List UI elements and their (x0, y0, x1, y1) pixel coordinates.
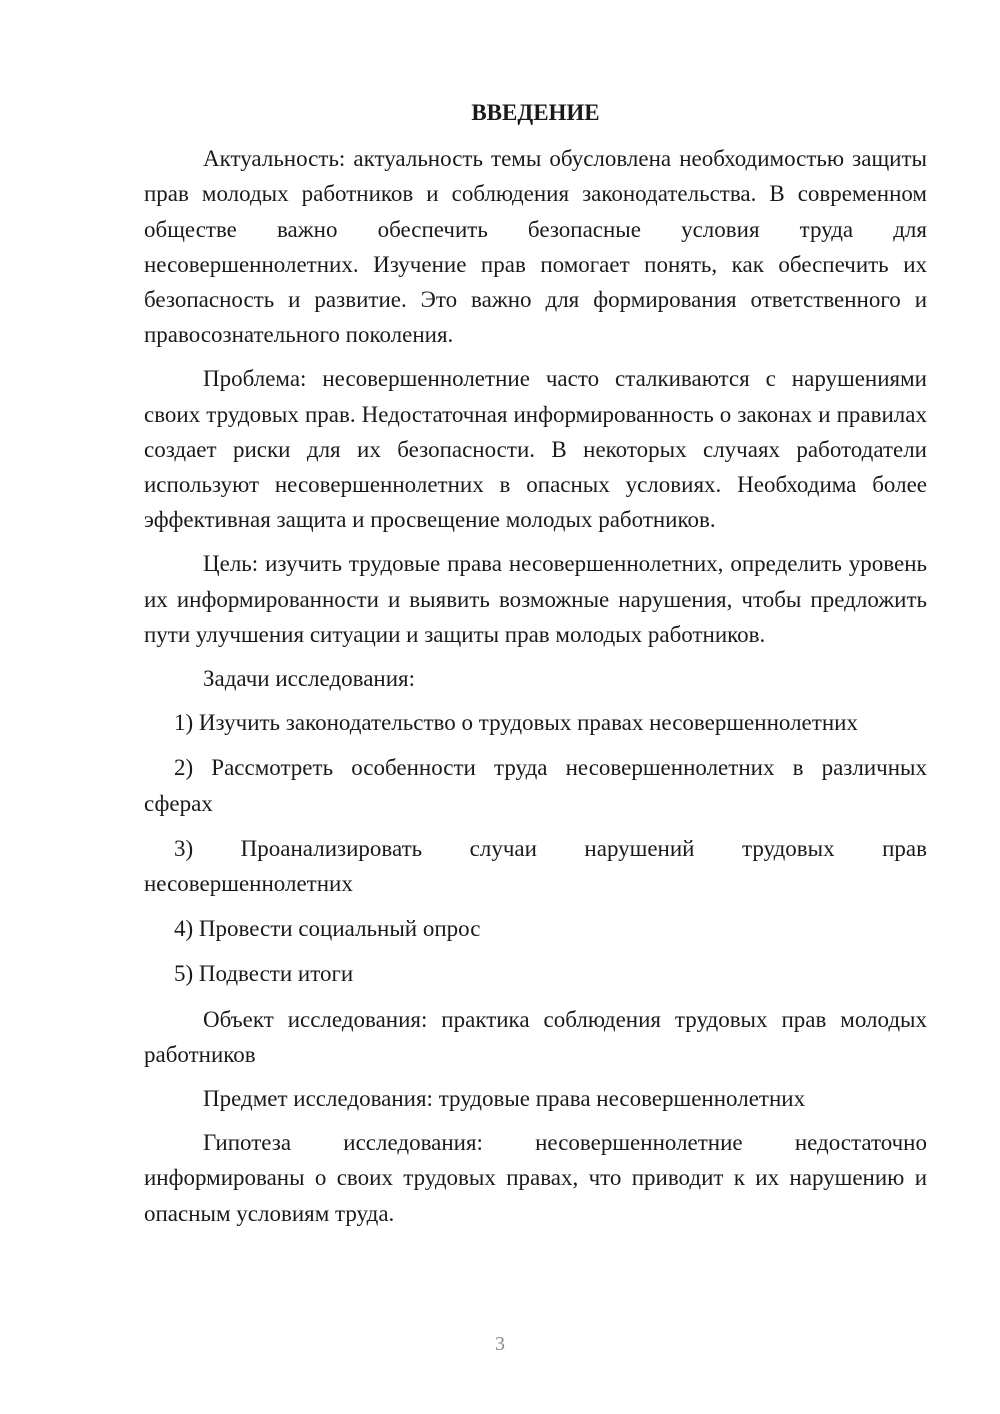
object-paragraph: Объект исследования: практика соблюдения трудовых прав молодых работников (144, 1006, 927, 1067)
hypothesis-paragraph: Гипотеза исследования: несовершеннолетние недостаточно информированы о своих трудовых правах, что приводит к их нарушению и опасным условиям труда. (144, 1130, 927, 1226)
task-item: 2) Рассмотреть особенности труда несовершеннолетних в различных сферах (144, 755, 927, 816)
goal-paragraph: Цель: изучить трудовые права несовершеннолетних, определить уровень их информированности и выявить возможные нарушения, чтобы предложить пути улучшения ситуации и защиты прав молодых работников. (144, 551, 927, 647)
relevance-paragraph: Актуальность: актуальность темы обусловлена необходимостью защиты прав молодых работников и соблюдения законодательства. В современном обществе важно обеспечить безопасные условия труда для несовершеннолетних. Изучение прав помогает понять, как обеспечить их безопасность и развитие. Это важно для формирования ответственного и правосознательного поколения. (144, 146, 927, 348)
task-item: 3) Проанализировать случаи нарушений трудовых прав несовершеннолетних (144, 835, 927, 897)
subject-paragraph: Предмет исследования: трудовые права несовершеннолетних (203, 1086, 806, 1112)
page-title: ВВЕДЕНИЕ (471, 100, 600, 125)
task-item: 4) Провести социальный опрос (174, 916, 481, 942)
task-item: 5) Подвести итоги (174, 961, 354, 987)
page-number: 3 (495, 1333, 505, 1355)
tasks-heading: Задачи исследования: (203, 666, 416, 692)
document-page (144, 95, 927, 1231)
problem-paragraph: Проблема: несовершеннолетние часто сталкиваются с нарушениями своих трудовых прав. Недостаточная информированность о законах и правилах создает риски для их безопасности. В некоторых случаях работодатели используют несовершеннолетних в опасных условиях. Необходима более эффективная защита и просвещение молодых работников. (144, 366, 927, 533)
task-item: 1) Изучить законодательство о трудовых правах несовершеннолетних (174, 710, 858, 736)
